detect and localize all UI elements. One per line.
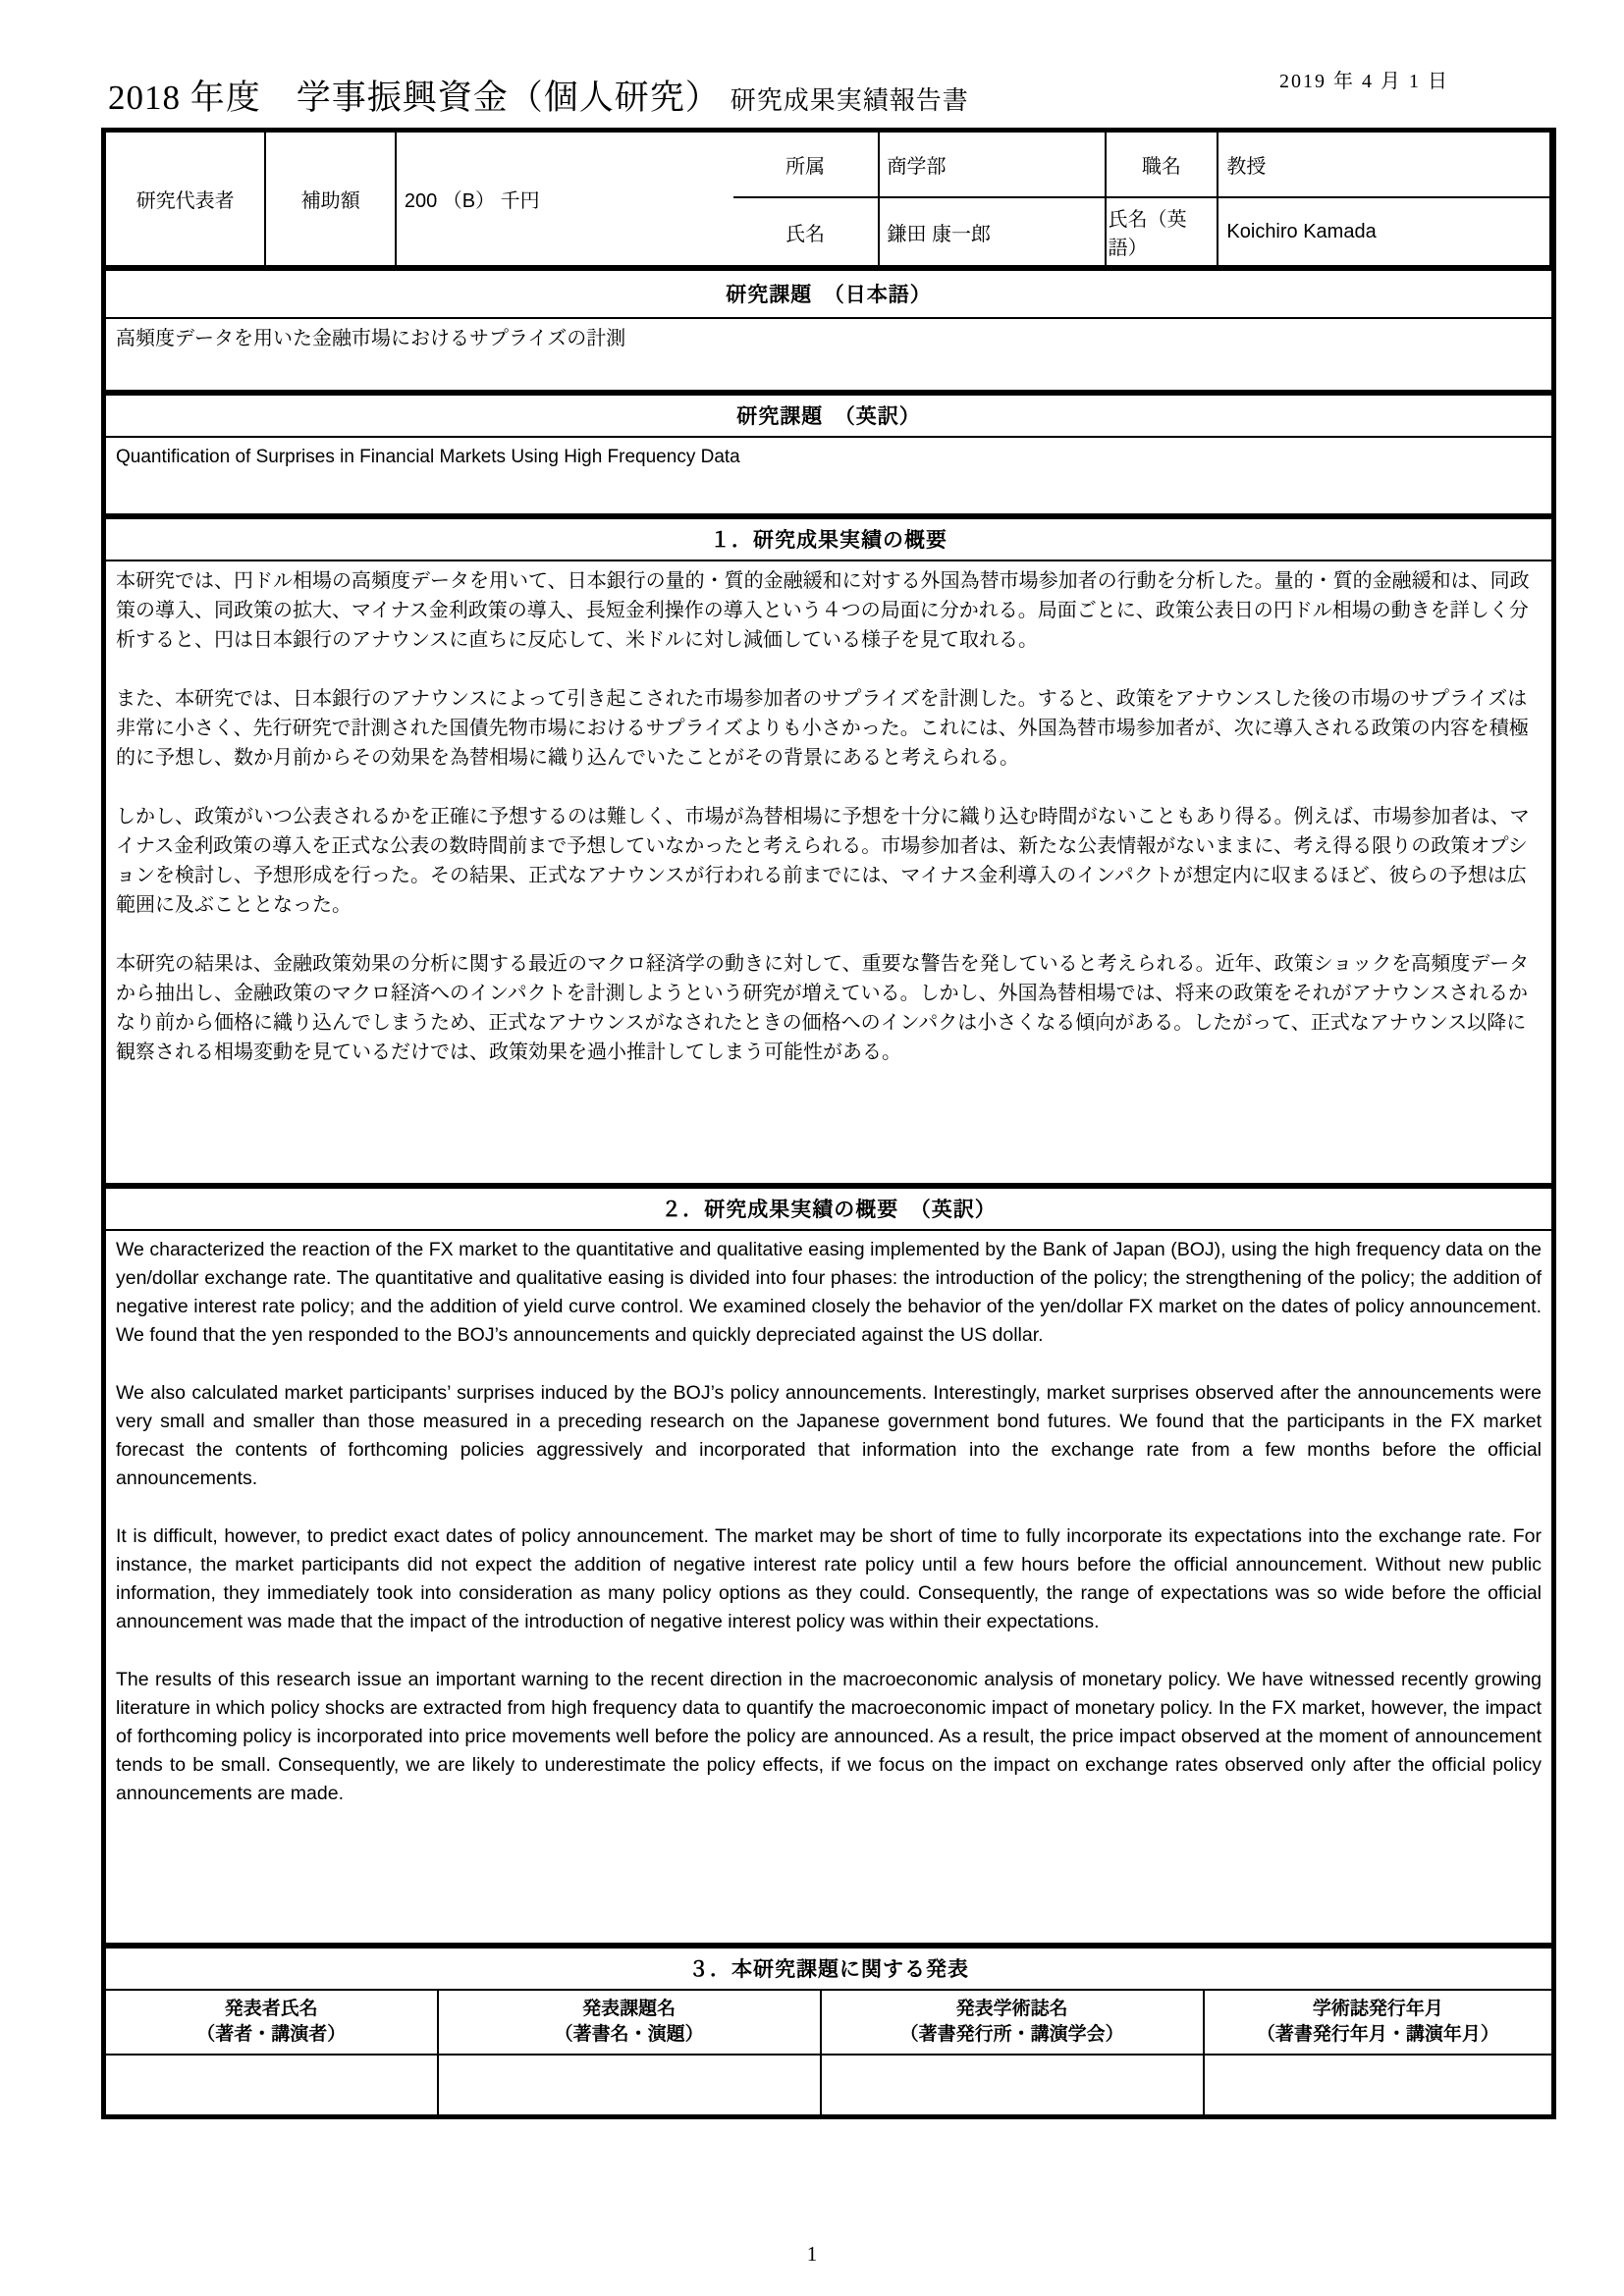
report-date: 2019 年 4 月 1 日 — [1279, 71, 1449, 92]
report-title: 2018 年度 学事振興資金（個人研究） — [108, 79, 721, 117]
summary-ja-paragraph: 本研究では、円ドル相場の高頻度データを用いて、日本銀行の量的・質的金融緩和に対する外国為替市場参加者の行動を分析した。量的・質的金融緩和は、同政策の導入、同政策の拡大、マイナス金利政策の導入、長短金利操作の導入という４つの局面に分かれる。局面ごとに、政策公表日の円ドル相場の動きを詳しく分析すると、円は日本銀行のアナウンスに直ちに反応して、米ドルに対し減価している様子を見て取れる。 — [116, 570, 1530, 651]
summary-ja-paragraph: 本研究の結果は、金融政策効果の分析に関する最近のマクロ経済学の動きに対して、重要な警告を発していると考えられる。近年、政策ショックを高頻度データから抽出し、金融政策のマクロ経済へのインパクトを計測しようという研究が増えている。しかし、外国為替相場では、将来の政策をそれがアナウンスされるかなり前から価格に織り込んでしまうため、正式なアナウンスがなされたときの価格へのインパクは小さくなる傾向がある。したがって、正式なアナウンス以降に観察される相場変動を見ているだけでは、政策効果を過小推計してしまう可能性がある。 — [116, 953, 1530, 1063]
page-number: 1 — [806, 2242, 818, 2266]
presentations-col-date — [1205, 1991, 1551, 2056]
report-title-suffix: 研究成果実績報告書 — [730, 86, 969, 115]
affiliation-value: 商学部 — [880, 133, 1107, 198]
summary-en-heading: ２．研究成果実績の概要 （英訳） — [106, 1189, 1551, 1231]
presentations-col-presenter — [106, 1991, 439, 2056]
summary-en-paragraph: We also calculated market participants’ surprises induced by the BOJ’s policy announcements. Interestingly, market surprises observed after the announcements were very small and smaller than those measured in a preceding research on the Japanese government bond futures. We found that the participants in the FX market forecast the contents of forthcoming policies aggressively and incorporated that information into the exchange rate from a few months before the official announcements. — [116, 1382, 1542, 1489]
presentations-col-title — [439, 1991, 822, 2056]
subsidy-value: 200 （B） 千円 — [404, 190, 540, 212]
topic-en-body: Quantification of Surprises in Financial Markets Using High Frequency Data — [116, 447, 740, 467]
name-label: 氏名 — [733, 198, 880, 265]
topic-ja-section — [106, 271, 1551, 396]
presentations-col-presenter-line1: 発表者氏名 — [224, 1999, 318, 2019]
presentations-col-journal-line2: （著書発行所・講演学会） — [899, 2024, 1124, 2045]
topic-en-section — [106, 396, 1551, 519]
presentations-section — [106, 1949, 1551, 2114]
presentations-col-journal — [822, 1991, 1205, 2056]
presentations-col-date-line1: 学術誌発行年月 — [1312, 1999, 1443, 2019]
name-en-value: Koichiro Kamada — [1218, 198, 1551, 265]
summary-en-paragraph: The results of this research issue an important warning to the recent direction in the macroeconomic analysis of monetary policy. We have witnessed recently growing literature in which policy shocks are extracted from high frequency data to quantify the macroeconomic impact of monetary policy. In the FX market, however, the impact of forthcoming policy is incorporated into price movements well before the policy are announced. As a result, the price impact observed at the moment of announcement tends to be small. Consequently, we are likely to underestimate the policy effects, if we focus on the impact on exchange rates observed only after the official policy announcements are made. — [116, 1669, 1542, 1804]
topic-ja-body: 高頻度データを用いた金融市場におけるサプライズの計測 — [116, 328, 626, 349]
researcher-info-table — [106, 133, 1551, 271]
topic-en-heading: 研究課題 （英訳） — [106, 396, 1551, 438]
name-value: 鎌田 康一郎 — [880, 198, 1107, 265]
summary-en-paragraph: It is difficult, however, to predict exact dates of policy announcement. The market may be short of time to fully incorporate its expectations into the exchange rate. For instance, the market participants did not expect the addition of negative interest rate policy until a few hours before the official announcement. Without new public information, they immediately took into consideration as many policy options as they could. Consequently, the range of expectations was so wide before the official announcement was made that the impact of the introduction of negative interest policy was within their expectations. — [116, 1525, 1542, 1632]
presentations-empty-cell — [822, 2056, 1205, 2114]
summary-en-paragraph: We characterized the reaction of the FX market to the quantitative and qualitative easing implemented by the Bank of Japan (BOJ), using the high frequency data on the yen/dollar exchange rate. The quantitative and qualitative easing is divided into four phases: the introduction of the policy; the strengthening of the policy; the addition of negative interest rate policy; and the addition of yield curve control. We examined closely the behavior of the yen/dollar FX market on the dates of policy announcement. We found that the yen responded to the BOJ’s announcements and quickly depreciated against the US dollar. — [116, 1239, 1542, 1346]
presentations-col-title-line2: （著書名・演題） — [554, 2024, 704, 2045]
presentations-empty-cell — [106, 2056, 439, 2114]
summary-en-section — [106, 1189, 1551, 1949]
presentations-table — [106, 1991, 1551, 2114]
report-main-table — [101, 128, 1556, 2119]
summary-ja-paragraph: また、本研究では、日本銀行のアナウンスによって引き起こされた市場参加者のサプライズを計測した。すると、政策をアナウンスした後の市場のサプライズは非常に小さく、先行研究で計測された国債先物市場におけるサプライズよりも小さかった。これには、外国為替市場参加者が、次に導入される政策の内容を積極的に予想し、数か月前からその効果を為替相場に織り込んでいたことがその背景にあると考えられる。 — [116, 688, 1529, 769]
presentations-heading: ３．本研究課題に関する発表 — [106, 1949, 1551, 1991]
position-label: 職名 — [1107, 133, 1219, 198]
presentations-col-journal-line1: 発表学術誌名 — [955, 1999, 1068, 2019]
researcher-rep-label: 研究代表者 — [106, 133, 266, 265]
presentations-col-presenter-line2: （著者・講演者） — [196, 2024, 347, 2045]
affiliation-label: 所属 — [733, 133, 880, 198]
summary-en-body — [106, 1231, 1551, 1943]
presentations-col-title-line1: 発表課題名 — [582, 1999, 677, 2019]
summary-ja-section — [106, 519, 1551, 1189]
subsidy-label: 補助額 — [266, 133, 396, 265]
presentations-empty-cell — [439, 2056, 822, 2114]
presentations-col-date-line2: （著書発行年月・講演年月） — [1256, 2024, 1499, 2045]
topic-ja-heading: 研究課題 （日本語） — [106, 271, 1551, 319]
summary-ja-body — [106, 561, 1551, 1183]
summary-ja-paragraph: しかし、政策がいつ公表されるかを正確に予想するのは難しく、市場が為替相場に予想を十分に織り込む時間がないこともあり得る。例えば、市場参加者は、マイナス金利政策の導入を正式な公表の数時間前まで予想していなかったと考えられる。市場参加者は、新たな公表情報がないままに、考え得る限りの政策オプションを検討し、予想形成を行った。その結果、正式なアナウンスが行われる前までには、マイナス金利導入のインパクトが想定内に収まるほど、彼らの予想は広範囲に及ぶこととなった。 — [116, 806, 1530, 916]
presentations-empty-cell — [1205, 2056, 1551, 2114]
position-value: 教授 — [1218, 133, 1551, 198]
name-en-label: 氏名（英語） — [1107, 198, 1219, 265]
summary-ja-heading: １．研究成果実績の概要 — [106, 519, 1551, 561]
